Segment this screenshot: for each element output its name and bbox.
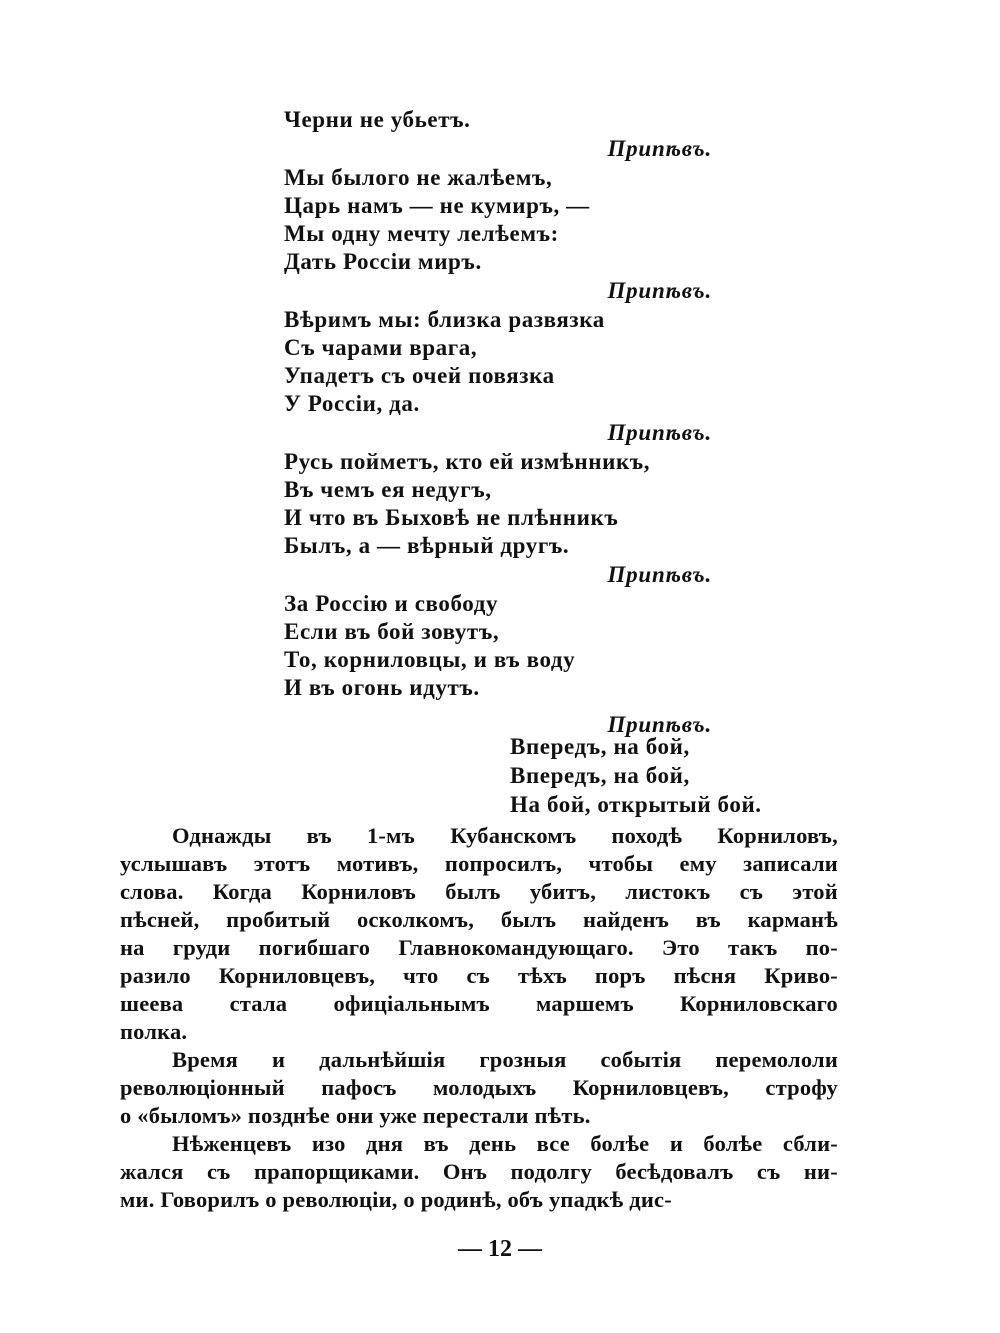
verse-line: За Россію и свободу — [284, 591, 499, 616]
paragraph-line: о «быломъ» позднѣе они уже перестали пѣть. — [120, 1103, 591, 1128]
verse-line: Русь пойметъ, кто ей измѣнникъ, — [284, 449, 651, 474]
paragraph-line: жался съ прапорщиками. Онъ подолгу бесѣдовалъ съ ни- — [120, 1159, 838, 1184]
verse-line: Упадетъ съ очей повязка — [284, 363, 555, 388]
paragraph-line: слова. Когда Корниловъ былъ убитъ, листокъ съ этой — [120, 879, 838, 904]
paragraph — [120, 822, 838, 1046]
paragraph-line: разило Корниловцевъ, что съ тѣхъ поръ пѣсня Криво- — [120, 963, 838, 988]
paragraph-line: пѣсней, пробитый осколкомъ, былъ найденъ въ карманѣ — [120, 907, 838, 932]
chorus-label: Припѣвъ. — [607, 712, 712, 737]
verse-line: Вѣримъ мы: близка развязка — [284, 307, 605, 332]
verse-line: И что въ Быховѣ не плѣнникъ — [284, 505, 619, 530]
paragraph-line: Время и дальнѣйшія грозныя событія перемололи — [172, 1047, 838, 1072]
paragraph-line: Нѣженцевъ изо дня въ день все болѣе и болѣе сбли- — [172, 1131, 838, 1156]
song-verses — [284, 106, 724, 740]
paragraph-line: на груди погибшаго Главнокомандующаго. Это такъ по- — [120, 935, 838, 960]
prose-text — [120, 822, 838, 1214]
verse-line: У Россіи, да. — [284, 391, 420, 416]
verse-line: Былъ, а — вѣрный другъ. — [284, 533, 570, 558]
verse-line: Дать Россіи миръ. — [284, 249, 482, 274]
chorus-label: Припѣвъ. — [607, 136, 712, 161]
verse-line: То, корниловцы, и въ воду — [284, 647, 576, 672]
finale-line: Впередъ, на бой, — [510, 734, 690, 759]
page-number: — 12 — — [458, 1236, 542, 1262]
verse-line: Черни не убьетъ. — [284, 107, 471, 132]
verse-line: Если въ бой зовутъ, — [284, 619, 500, 644]
chorus-label: Припѣвъ. — [607, 562, 712, 587]
verse-line: Царь намъ — не кумиръ, — — [284, 193, 590, 218]
paragraph-line: полка. — [120, 1019, 188, 1044]
verse-line: Въ чемъ ея недугъ, — [284, 477, 492, 502]
finale-line: На бой, открытый бой. — [510, 792, 762, 817]
paragraph — [120, 1046, 838, 1130]
paragraph-line: революціонный пафосъ молодыхъ Корниловцевъ, строфу — [120, 1075, 838, 1100]
paragraph-line: услышавъ этотъ мотивъ, попросилъ, чтобы ему записали — [120, 851, 838, 876]
song-finale — [510, 732, 810, 819]
paragraph-line: ми. Говорилъ о революціи, о родинѣ, объ упадкѣ дис- — [120, 1187, 672, 1212]
paragraph-line: Однажды въ 1-мъ Кубанскомъ походѣ Корниловъ, — [172, 823, 838, 848]
finale-line: Впередъ, на бой, — [510, 763, 690, 788]
paragraph — [120, 1130, 838, 1214]
verse-line: Мы былого не жалѣемъ, — [284, 165, 553, 190]
chorus-label: Припѣвъ. — [607, 278, 712, 303]
paragraph-line: шеева стала офиціальнымъ маршемъ Корниловскаго — [120, 991, 838, 1016]
chorus-label: Припѣвъ. — [607, 420, 712, 445]
verse-line: Мы одну мечту лелѣемъ: — [284, 221, 559, 246]
verse-line: И въ огонь идутъ. — [284, 675, 480, 700]
verse-line: Съ чарами врага, — [284, 335, 478, 360]
